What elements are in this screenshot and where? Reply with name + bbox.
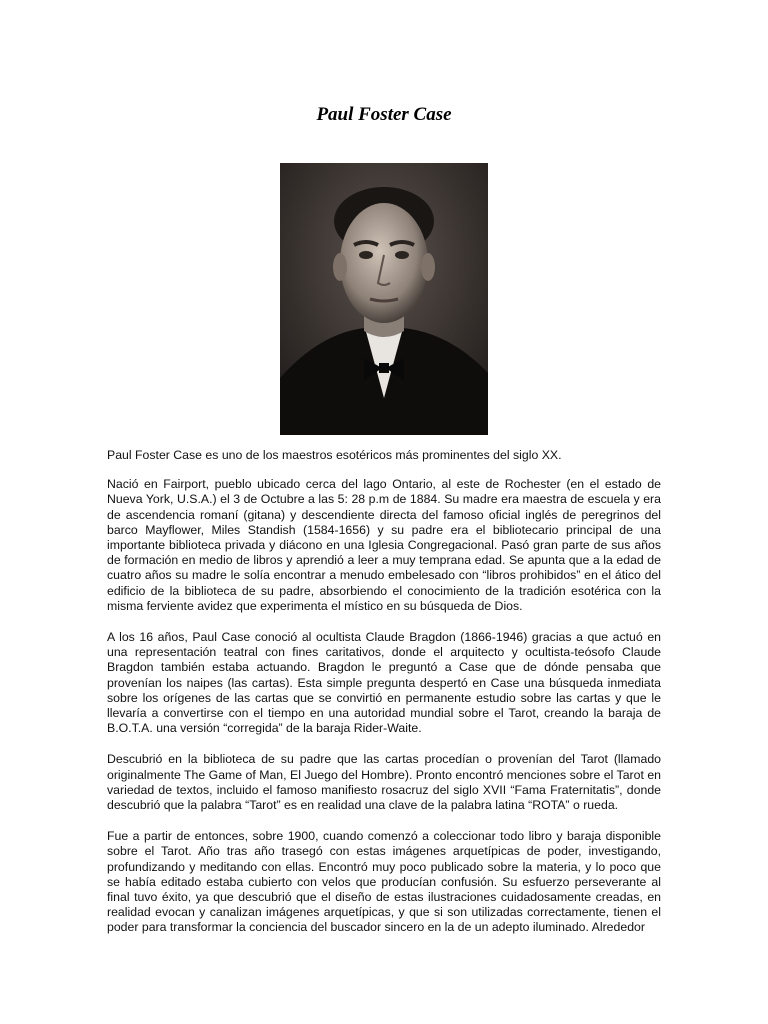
- paragraph-collection: Fue a partir de entonces, sobre 1900, cuando comenzó a coleccionar todo libro y baraja disponible sobre el Tarot. Año tras año trasegó con estas imágenes arquetípicas de poder, investigando, profundizando y meditando con ellas. Encontró muy poco publicado sobre la materia, y lo poco que se había editado estaba cubierto con velos que producían confusión. Su esfuerzo perseverante al final tuvo éxito, ya que descubrió que el diseño de estas ilustraciones cuidadosamente creadas, en realidad evocan y canalizan imágenes arquetípicas, y que si son utilizadas correctamente, tienen el poder para transformar la conciencia del buscador sincero en la de un adepto iluminado. Alrededor: [107, 829, 661, 935]
- paragraph-birth: Nació en Fairport, pueblo ubicado cerca del lago Ontario, al este de Rochester (en el estado de Nueva York, U.S.A.) el 3 de Octubre a las 5: 28 p.m de 1884. Su madre era maestra de escuela y era de ascendencia romaní (gitana) y descendiente directa del famoso oficial inglés de peregrinos del barco Mayflower, Miles Standish (1584-1656) y su padre era el bibliotecario principal de una importante biblioteca privada y diácono en una Iglesia Congregacional. Pasó gran parte de sus años de formación en medio de libros y aprendió a leer a muy temprana edad. Se apunta que a la edad de cuatro años su madre le solía encontrar a menudo embelesado con “libros prohibidos” en el ático del edificio de la biblioteca de su padre, absorbiendo el conocimiento de la tradición esotérica con la misma ferviente avidez que experimenta el místico en su búsqueda de Dios.: [107, 477, 661, 613]
- paragraph-bragdon: A los 16 años, Paul Case conoció al ocultista Claude Bragdon (1866-1946) gracias a que actuó en una representación teatral con fines caritativos, donde el arquitecto y ocultista-teósofo Claude Bragdon también estaba actuando. Bragdon le preguntó a Case que de dónde pensaba que provenían los naipes (las cartas). Esta simple pregunta despertó en Case una búsqueda inmediata sobre los orígenes de las cartas que se convirtió en permanente estudio sobre las cartas y que le llevaría a convertirse con el tiempo en una autoridad mundial sobre el Tarot, creando la baraja de B.O.T.A. una versión “corregida” de la baraja Rider-Waite.: [107, 630, 661, 736]
- page-title: Paul Foster Case: [316, 104, 452, 125]
- paragraph-tarot-origin: Descubrió en la biblioteca de su padre que las cartas procedían o provenían del Tarot (llamado originalmente The Game of Man, El Juego del Hombre). Pronto encontró menciones sobre el Tarot en variedad de textos, incluido el famoso manifiesto rosacruz del siglo XVII “Fama Fraternitatis”, donde descubrió que la palabra “Tarot” es en realidad una clave de la palabra latina “ROTA” o rueda.: [107, 752, 661, 813]
- portrait-photo: [280, 163, 488, 435]
- portrait-illustration: [280, 163, 488, 435]
- body-text: [107, 448, 661, 952]
- paragraph-intro: Paul Foster Case es uno de los maestros esotéricos más prominentes del siglo XX.: [107, 448, 562, 462]
